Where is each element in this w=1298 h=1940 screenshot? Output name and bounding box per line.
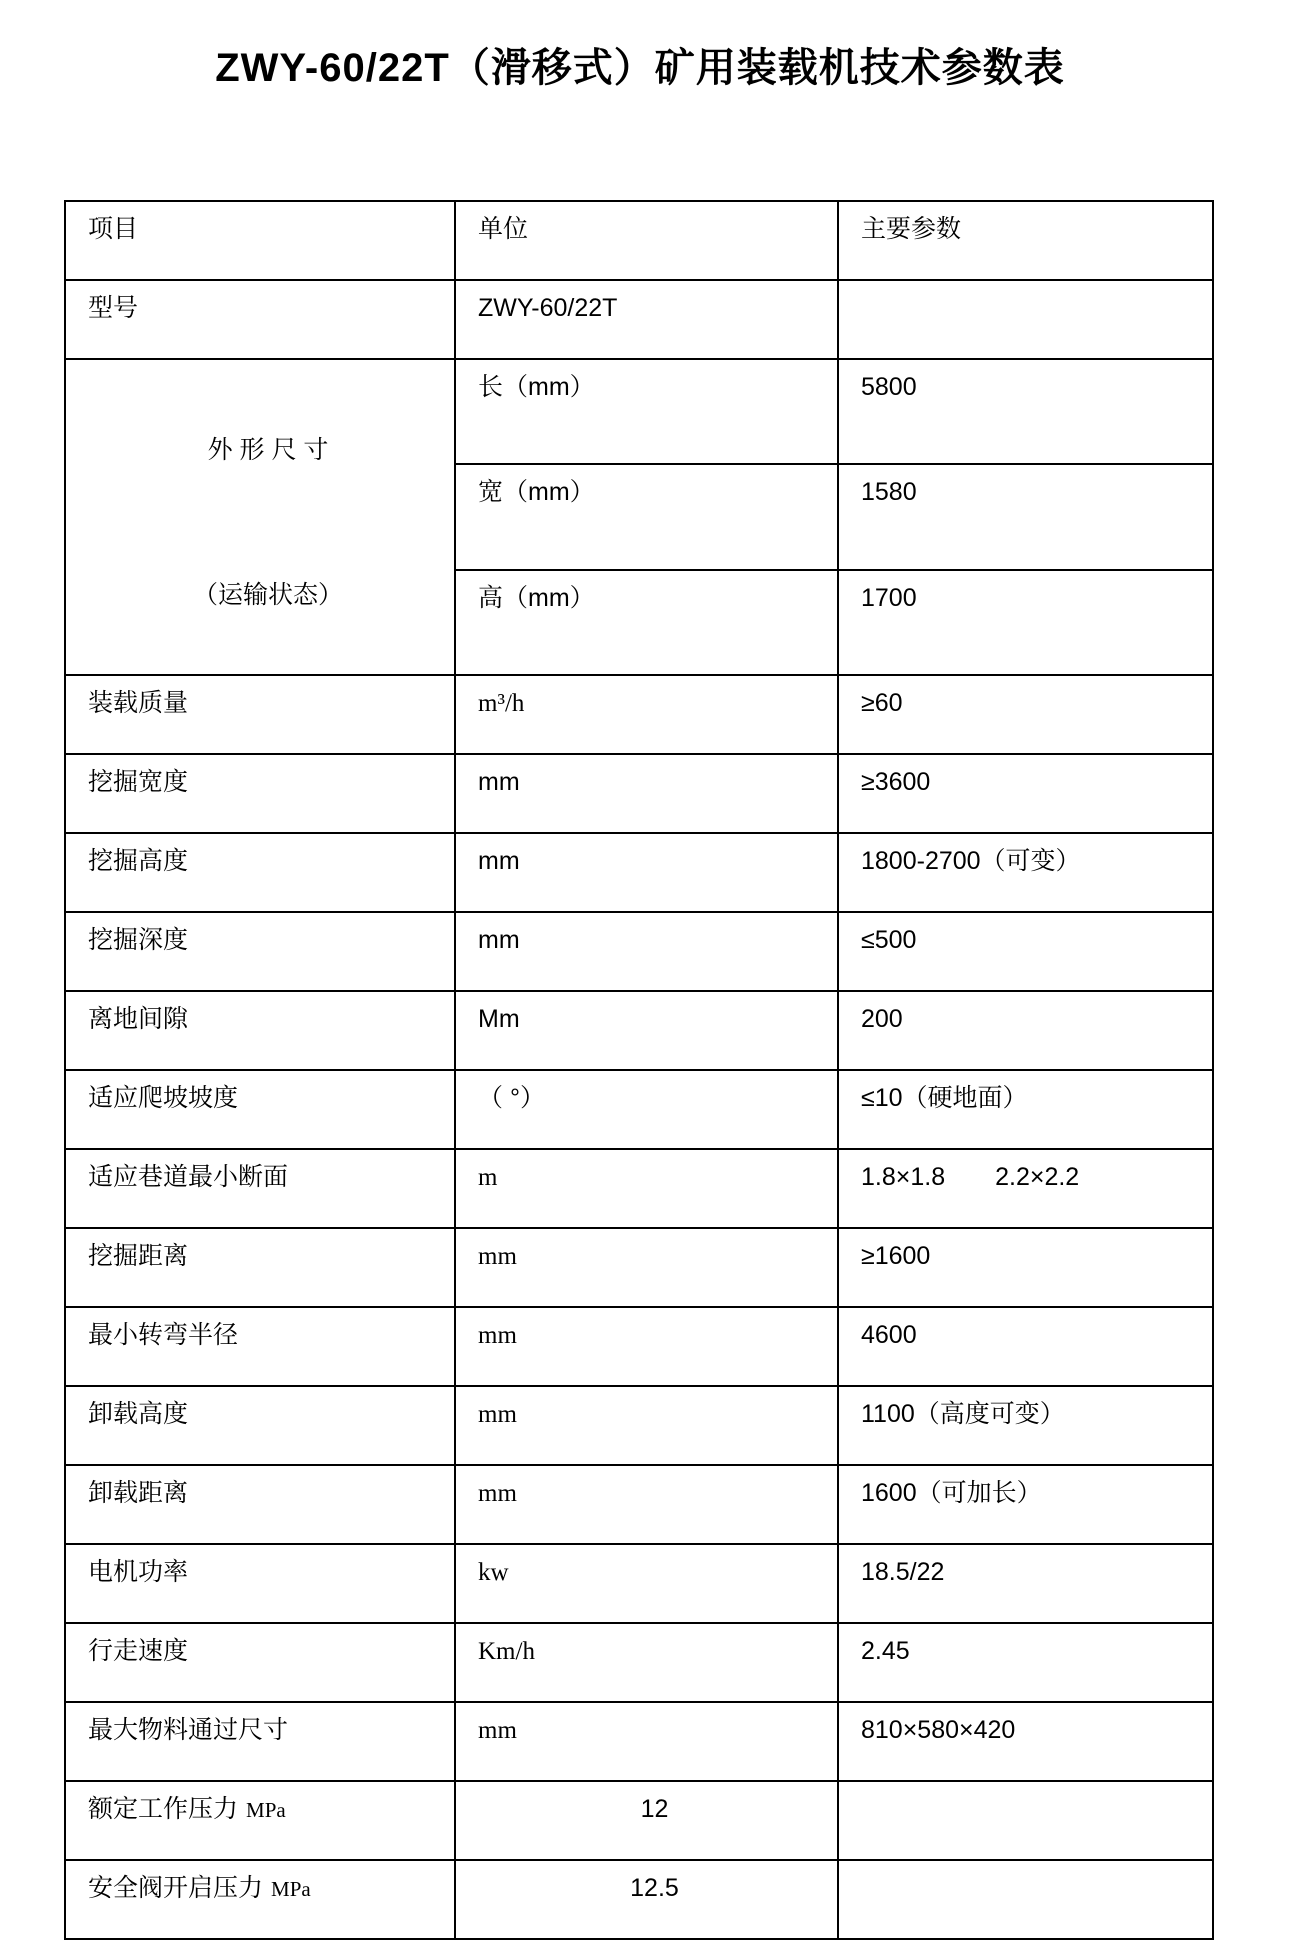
- table-row-gradeability: [65, 1070, 1213, 1149]
- dimension-height-unit-cell: 高（mm）: [455, 570, 838, 675]
- pressure-label-cell: [65, 1860, 455, 1939]
- spec-table: [64, 200, 1214, 1940]
- row-unit-cell: mm: [455, 754, 838, 833]
- row-label-cell: 挖掘高度: [65, 833, 455, 912]
- pressure-unit-suffix: MPa: [271, 1877, 311, 1901]
- row-unit-cell: mm: [455, 912, 838, 991]
- table-row-rated-working-pressure: [65, 1781, 1213, 1860]
- dimension-width-unit-cell: 宽（mm）: [455, 464, 838, 569]
- row-value-cell: ≤10（硬地面）: [838, 1070, 1213, 1149]
- row-value-cell: 1600（可加长）: [838, 1465, 1213, 1544]
- row-unit-cell: mm: [455, 1386, 838, 1465]
- header-param-cell: 主要参数: [838, 201, 1213, 280]
- row-value-cell: ≤500: [838, 912, 1213, 991]
- page-title: ZWY-60/22T（滑移式）矿用装载机技术参数表: [215, 46, 1065, 90]
- row-label-cell: 卸载距离: [65, 1465, 455, 1544]
- dimension-row-length: [65, 359, 1213, 464]
- model-label-cell: 型号: [65, 280, 455, 359]
- table-row-digging-depth: [65, 912, 1213, 991]
- pressure-label: 安全阀开启压力: [88, 1874, 264, 1902]
- table-row-unloading-distance: [65, 1465, 1213, 1544]
- row-unit-cell: （ °）: [455, 1070, 838, 1149]
- table-row-safety-valve-pressure: [65, 1860, 1213, 1939]
- row-label-cell: 行走速度: [65, 1623, 455, 1702]
- row-value-cell: 18.5/22: [838, 1544, 1213, 1623]
- pressure-unit-suffix: MPa: [246, 1798, 286, 1822]
- table-row-travel-speed: [65, 1623, 1213, 1702]
- dimension-length-unit-cell: 长（mm）: [455, 359, 838, 464]
- header-row: [65, 201, 1213, 280]
- row-value-cell: 1100（高度可变）: [838, 1386, 1213, 1465]
- pressure-value-cell: 12.5: [455, 1860, 838, 1939]
- row-value-cell: 200: [838, 991, 1213, 1070]
- header-item-cell: 项目: [65, 201, 455, 280]
- row-unit-cell: mm: [455, 1228, 838, 1307]
- model-value-cell: ZWY-60/22T: [455, 280, 838, 359]
- row-label-cell: 挖掘宽度: [65, 754, 455, 833]
- row-label-cell: 适应爬坡坡度: [65, 1070, 455, 1149]
- table-row-motor-power: [65, 1544, 1213, 1623]
- row-unit-cell: m³/h: [455, 675, 838, 754]
- pressure-empty-cell: [838, 1781, 1213, 1860]
- row-value-cell: 1800-2700（可变）: [838, 833, 1213, 912]
- row-unit-cell: m: [455, 1149, 838, 1228]
- row-label-cell: 最大物料通过尺寸: [65, 1702, 455, 1781]
- header-unit-cell: 单位: [455, 201, 838, 280]
- row-unit-cell: kw: [455, 1544, 838, 1623]
- row-unit-cell: Km/h: [455, 1623, 838, 1702]
- dimension-length-value-cell: 5800: [838, 359, 1213, 464]
- table-row-digging-distance: [65, 1228, 1213, 1307]
- row-value-cell: 1.8×1.8 2.2×2.2: [838, 1149, 1213, 1228]
- row-unit-cell: mm: [455, 833, 838, 912]
- dimensions-label-line2: （运输状态）: [192, 581, 343, 610]
- pressure-empty-cell: [838, 1860, 1213, 1939]
- dimensions-label-line1: 外 形 尺 寸: [207, 435, 329, 464]
- row-label-cell: 最小转弯半径: [65, 1307, 455, 1386]
- table-row-min-roadway-section: [65, 1149, 1213, 1228]
- row-label-cell: 装载质量: [65, 675, 455, 754]
- row-value-cell: 2.45: [838, 1623, 1213, 1702]
- row-unit-cell: mm: [455, 1702, 838, 1781]
- row-label-cell: 挖掘深度: [65, 912, 455, 991]
- dimension-height-value-cell: 1700: [838, 570, 1213, 675]
- dimensions-label-cell: [65, 359, 455, 675]
- row-label-cell: 离地间隙: [65, 991, 455, 1070]
- table-row-unloading-height: [65, 1386, 1213, 1465]
- row-value-cell: 4600: [838, 1307, 1213, 1386]
- table-row-ground-clearance: [65, 991, 1213, 1070]
- model-row: [65, 280, 1213, 359]
- row-label-cell: 卸载高度: [65, 1386, 455, 1465]
- row-value-cell: ≥3600: [838, 754, 1213, 833]
- row-unit-cell: mm: [455, 1465, 838, 1544]
- row-label-cell: 适应巷道最小断面: [65, 1149, 455, 1228]
- row-value-cell: ≥60: [838, 675, 1213, 754]
- table-row-digging-height: [65, 833, 1213, 912]
- table-row-max-material-size: [65, 1702, 1213, 1781]
- table-row-loading-capacity: [65, 675, 1213, 754]
- table-row-min-turning-radius: [65, 1307, 1213, 1386]
- dimension-width-value-cell: 1580: [838, 464, 1213, 569]
- table-row-digging-width: [65, 754, 1213, 833]
- model-empty-cell: [838, 280, 1213, 359]
- row-value-cell: ≥1600: [838, 1228, 1213, 1307]
- pressure-label: 额定工作压力: [88, 1795, 239, 1823]
- pressure-value-cell: 12: [455, 1781, 838, 1860]
- row-unit-cell: Mm: [455, 991, 838, 1070]
- row-label-cell: 挖掘距离: [65, 1228, 455, 1307]
- row-value-cell: 810×580×420: [838, 1702, 1213, 1781]
- row-label-cell: 电机功率: [65, 1544, 455, 1623]
- pressure-label-cell: [65, 1781, 455, 1860]
- row-unit-cell: mm: [455, 1307, 838, 1386]
